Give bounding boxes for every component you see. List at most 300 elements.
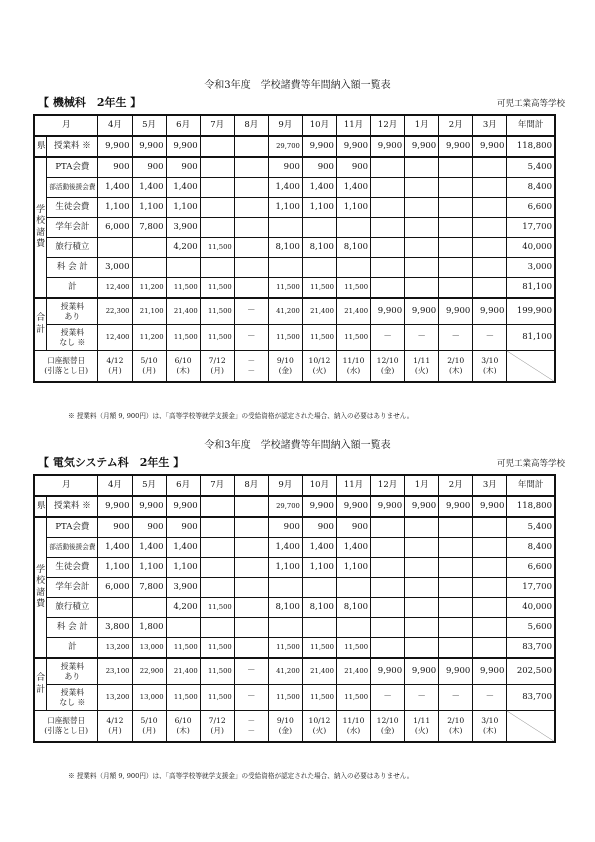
club-cell: 1,400 bbox=[302, 178, 336, 198]
student-cell: 1,100 bbox=[336, 558, 370, 578]
tuition-cell: 29,700 bbox=[268, 136, 302, 157]
club-cell: 1,400 bbox=[302, 538, 336, 558]
tuition-cell: 9,900 bbox=[98, 496, 132, 517]
subtotal-cell bbox=[371, 638, 405, 659]
department-heading: 【 機械科 2年生 】 bbox=[38, 96, 142, 109]
with-tuition-cell: 199,900 bbox=[507, 298, 555, 325]
pta-cell: 5,400 bbox=[507, 517, 555, 538]
debit-date-cell bbox=[234, 351, 268, 383]
student-cell: 6,600 bbox=[507, 558, 555, 578]
trip-cell bbox=[132, 598, 166, 618]
student-cell: 1,100 bbox=[166, 198, 200, 218]
without-tuition-cell: 11,200 bbox=[132, 325, 166, 351]
tuition-cell bbox=[234, 136, 268, 157]
club-cell bbox=[200, 538, 234, 558]
with-tuition-cell: 23,100 bbox=[98, 658, 132, 685]
grade-cell: 3,900 bbox=[166, 578, 200, 598]
debit-date-cell bbox=[336, 711, 370, 743]
footnote: ※ 授業料（月額 9, 900円）は、「高等学校等就学支援金」の受給資格が認定された場合、納入の必要はありません。 bbox=[68, 772, 414, 780]
grade-cell bbox=[302, 578, 336, 598]
pta-cell: 900 bbox=[166, 157, 200, 178]
subtotal-cell: 11,500 bbox=[166, 638, 200, 659]
trip-cell: 40,000 bbox=[507, 598, 555, 618]
total-group-label bbox=[34, 298, 47, 351]
without-tuition-cell: 11,500 bbox=[336, 685, 370, 711]
vertical-label-text: 学 校 諸 費 bbox=[36, 205, 46, 249]
total-with-tuition-row bbox=[34, 298, 555, 325]
subtotal-label: 計 bbox=[47, 638, 98, 659]
with-tuition-cell: 9,900 bbox=[473, 658, 507, 685]
tuition-cell: 9,900 bbox=[302, 496, 336, 517]
course-cell bbox=[234, 618, 268, 638]
tuition-cell: 9,900 bbox=[302, 136, 336, 157]
grade-cell: 7,800 bbox=[132, 578, 166, 598]
debit-date-label: 口座振替日 (引落とし日) bbox=[34, 351, 98, 383]
student-cell: 1,100 bbox=[302, 558, 336, 578]
subtotal-cell bbox=[473, 638, 507, 659]
debit-date-cell bbox=[302, 351, 336, 383]
subtotal-cell: 11,500 bbox=[336, 278, 370, 299]
with-tuition-cell: － bbox=[234, 658, 268, 685]
month-header-cell: 10月 bbox=[302, 115, 336, 136]
debit-date: 7/12 bbox=[208, 355, 226, 365]
tuition-row bbox=[34, 496, 555, 517]
club-cell: 1,400 bbox=[336, 178, 370, 198]
debit-date: 12/10 bbox=[376, 715, 399, 725]
debit-weekday: (月) bbox=[142, 726, 156, 735]
tuition-cell: 9,900 bbox=[336, 136, 370, 157]
subtotal-cell: 11,500 bbox=[166, 278, 200, 299]
student-cell bbox=[200, 558, 234, 578]
debit-weekday: (木) bbox=[448, 366, 463, 375]
club-cell: 1,400 bbox=[132, 538, 166, 558]
total-group-label bbox=[34, 658, 47, 711]
fee-table bbox=[33, 474, 556, 743]
pta-cell bbox=[473, 517, 507, 538]
with-tuition-cell: 21,400 bbox=[166, 658, 200, 685]
month-header-cell: 6月 bbox=[166, 475, 200, 496]
grade-cell bbox=[200, 218, 234, 238]
without-tuition-cell: 11,500 bbox=[166, 685, 200, 711]
month-header-cell: 5月 bbox=[132, 115, 166, 136]
pta-cell: 900 bbox=[98, 157, 132, 178]
tuition-cell: 9,900 bbox=[473, 496, 507, 517]
with-tuition-cell: － bbox=[234, 298, 268, 325]
with-tuition-cell: 11,500 bbox=[200, 298, 234, 325]
debit-date: 6/10 bbox=[174, 355, 192, 365]
with-tuition-cell: 21,400 bbox=[336, 298, 370, 325]
diagonal-blank-cell bbox=[507, 711, 555, 743]
without-tuition-cell: 11,500 bbox=[200, 685, 234, 711]
pta-row bbox=[34, 157, 555, 178]
month-header-cell: 6月 bbox=[166, 115, 200, 136]
with-tuition-cell: 202,500 bbox=[507, 658, 555, 685]
club-label: 部活動後援会費 bbox=[47, 538, 98, 558]
student-cell bbox=[439, 558, 473, 578]
debit-date: 2/10 bbox=[447, 715, 465, 725]
month-header: 月 bbox=[34, 475, 98, 496]
debit-date-label: 口座振替日 (引落とし日) bbox=[34, 711, 98, 743]
course-cell: 1,800 bbox=[132, 618, 166, 638]
month-header-cell: 8月 bbox=[234, 475, 268, 496]
student-council-row bbox=[34, 558, 555, 578]
pta-cell bbox=[371, 517, 405, 538]
debit-weekday: － bbox=[247, 366, 256, 375]
course-cell bbox=[371, 258, 405, 278]
trip-cell bbox=[473, 598, 507, 618]
with-tuition-cell: 9,900 bbox=[473, 298, 507, 325]
course-account-row bbox=[34, 258, 555, 278]
debit-date-cell bbox=[405, 711, 439, 743]
without-tuition-label: 授業料 なし ※ bbox=[47, 325, 98, 351]
subtotal-cell: 11,500 bbox=[200, 638, 234, 659]
without-tuition-cell: － bbox=[439, 685, 473, 711]
pta-cell: 900 bbox=[166, 517, 200, 538]
club-cell: 1,400 bbox=[336, 538, 370, 558]
debit-weekday: (金) bbox=[278, 366, 293, 375]
debit-date: 9/10 bbox=[276, 355, 294, 365]
debit-date-row bbox=[34, 351, 555, 383]
tuition-cell: 9,900 bbox=[405, 136, 439, 157]
vertical-label-text: 学 校 諸 費 bbox=[36, 565, 46, 609]
trip-cell bbox=[439, 598, 473, 618]
pta-cell bbox=[473, 157, 507, 178]
without-tuition-cell: － bbox=[405, 685, 439, 711]
month-header-cell: 5月 bbox=[132, 475, 166, 496]
subtotal-cell: 13,200 bbox=[98, 638, 132, 659]
tuition-cell: 9,900 bbox=[132, 496, 166, 517]
debit-weekday: (月) bbox=[142, 366, 156, 375]
course-cell bbox=[302, 258, 336, 278]
debit-date: 4/12 bbox=[106, 715, 124, 725]
club-cell: 8,400 bbox=[507, 178, 555, 198]
tuition-cell: 9,900 bbox=[405, 496, 439, 517]
grade-cell bbox=[234, 218, 268, 238]
subtotal-cell bbox=[473, 278, 507, 299]
club-cell bbox=[234, 538, 268, 558]
grade-cell bbox=[200, 578, 234, 598]
with-tuition-cell: 21,100 bbox=[132, 298, 166, 325]
debit-date-cell bbox=[166, 711, 200, 743]
grade-cell: 17,700 bbox=[507, 578, 555, 598]
with-tuition-cell: 21,400 bbox=[302, 658, 336, 685]
grade-cell bbox=[405, 578, 439, 598]
club-cell: 1,400 bbox=[132, 178, 166, 198]
header-row bbox=[34, 115, 555, 136]
course-cell: 5,600 bbox=[507, 618, 555, 638]
trip-cell bbox=[132, 238, 166, 258]
without-tuition-cell: 11,500 bbox=[166, 325, 200, 351]
pta-cell: 900 bbox=[336, 517, 370, 538]
tuition-cell: 9,900 bbox=[473, 136, 507, 157]
trip-cell: 8,100 bbox=[268, 598, 302, 618]
student-cell: 1,100 bbox=[166, 558, 200, 578]
trip-cell: 11,500 bbox=[200, 598, 234, 618]
trip-cell bbox=[371, 238, 405, 258]
trip-cell: 8,100 bbox=[268, 238, 302, 258]
course-label: 科 会 計 bbox=[47, 618, 98, 638]
tuition-cell bbox=[200, 496, 234, 517]
with-tuition-cell: 9,900 bbox=[439, 298, 473, 325]
without-tuition-cell: 81,100 bbox=[507, 325, 555, 351]
grade-cell bbox=[439, 578, 473, 598]
pta-cell bbox=[439, 157, 473, 178]
debit-date-cell bbox=[132, 711, 166, 743]
course-cell: 3,000 bbox=[98, 258, 132, 278]
student-cell bbox=[473, 558, 507, 578]
subtotal-cell: 11,200 bbox=[132, 278, 166, 299]
without-tuition-cell: 11,500 bbox=[268, 325, 302, 351]
trip-cell bbox=[98, 598, 132, 618]
without-tuition-cell: － bbox=[371, 685, 405, 711]
tuition-cell: 9,900 bbox=[371, 136, 405, 157]
course-cell bbox=[200, 618, 234, 638]
debit-weekday: (金) bbox=[278, 726, 293, 735]
tuition-cell: 118,800 bbox=[507, 136, 555, 157]
club-cell bbox=[405, 178, 439, 198]
course-cell bbox=[473, 258, 507, 278]
debit-date-cell bbox=[473, 351, 507, 383]
grade-cell: 6,000 bbox=[98, 218, 132, 238]
without-tuition-cell: － bbox=[405, 325, 439, 351]
debit-date-cell bbox=[439, 351, 473, 383]
trip-label: 旅行積立 bbox=[47, 238, 98, 258]
trip-cell: 4,200 bbox=[166, 598, 200, 618]
debit-date: 10/12 bbox=[308, 715, 331, 725]
course-cell bbox=[268, 618, 302, 638]
tuition-cell: 9,900 bbox=[371, 496, 405, 517]
club-cell: 1,400 bbox=[166, 178, 200, 198]
debit-date: 10/12 bbox=[308, 355, 331, 365]
club-cell bbox=[371, 178, 405, 198]
debit-weekday: (水) bbox=[346, 366, 361, 375]
grade-cell: 3,900 bbox=[166, 218, 200, 238]
debit-date-cell bbox=[268, 711, 302, 743]
month-header-cell: 11月 bbox=[336, 115, 370, 136]
student-cell: 1,100 bbox=[132, 198, 166, 218]
header-row bbox=[34, 475, 555, 496]
subtotal-cell bbox=[405, 278, 439, 299]
debit-date-cell bbox=[473, 711, 507, 743]
club-cell bbox=[473, 178, 507, 198]
student-cell: 1,100 bbox=[132, 558, 166, 578]
subtotal-cell bbox=[371, 278, 405, 299]
course-cell bbox=[234, 258, 268, 278]
grade-cell bbox=[473, 218, 507, 238]
total-without-tuition-row bbox=[34, 685, 555, 711]
pta-label: PTA会費 bbox=[47, 517, 98, 538]
course-cell bbox=[473, 618, 507, 638]
pta-cell: 5,400 bbox=[507, 157, 555, 178]
club-cell: 1,400 bbox=[268, 178, 302, 198]
course-cell: 3,800 bbox=[98, 618, 132, 638]
with-tuition-cell: 9,900 bbox=[371, 658, 405, 685]
debit-date-cell bbox=[371, 711, 405, 743]
without-tuition-cell: － bbox=[371, 325, 405, 351]
subtotal-cell: 81,100 bbox=[507, 278, 555, 299]
total-without-tuition-row bbox=[34, 325, 555, 351]
tuition-cell bbox=[200, 136, 234, 157]
debit-weekday: (火) bbox=[414, 726, 429, 735]
school-name: 可児工業高等学校 bbox=[496, 99, 565, 109]
tuition-cell: 29,700 bbox=[268, 496, 302, 517]
debit-date: 6/10 bbox=[174, 715, 192, 725]
tuition-row bbox=[34, 136, 555, 157]
debit-date-cell bbox=[302, 711, 336, 743]
pta-cell bbox=[439, 517, 473, 538]
debit-weekday: (木) bbox=[176, 726, 190, 735]
diagonal-blank-cell bbox=[507, 351, 555, 383]
without-tuition-cell: － bbox=[473, 325, 507, 351]
subtotal-cell: 83,700 bbox=[507, 638, 555, 659]
debit-date-cell bbox=[336, 351, 370, 383]
with-tuition-cell: 9,900 bbox=[371, 298, 405, 325]
tuition-cell: 9,900 bbox=[166, 496, 200, 517]
pta-cell: 900 bbox=[132, 157, 166, 178]
club-row bbox=[34, 538, 555, 558]
student-cell bbox=[234, 198, 268, 218]
grade-label: 学年会計 bbox=[47, 578, 98, 598]
month-header-cell: 1月 bbox=[405, 115, 439, 136]
trip-cell bbox=[405, 598, 439, 618]
debit-weekday: (木) bbox=[176, 366, 190, 375]
prefecture-label: 県 bbox=[34, 496, 47, 517]
month-header-cell: 2月 bbox=[439, 115, 473, 136]
trip-label: 旅行積立 bbox=[47, 598, 98, 618]
grade-account-row bbox=[34, 218, 555, 238]
student-cell: 1,100 bbox=[302, 198, 336, 218]
department-heading: 【 電気システム科 2年生 】 bbox=[38, 456, 185, 469]
tuition-label: 授業料 ※ bbox=[47, 136, 98, 157]
pta-row bbox=[34, 517, 555, 538]
debit-date: － bbox=[247, 715, 256, 725]
club-cell bbox=[439, 538, 473, 558]
month-header-cell: 3月 bbox=[473, 115, 507, 136]
debit-date: 7/12 bbox=[208, 715, 226, 725]
without-tuition-label: 授業料 なし ※ bbox=[47, 685, 98, 711]
tuition-cell: 9,900 bbox=[439, 136, 473, 157]
debit-weekday: (金) bbox=[380, 726, 395, 735]
debit-date: 12/10 bbox=[376, 355, 399, 365]
student-cell: 1,100 bbox=[268, 558, 302, 578]
debit-date-cell bbox=[268, 351, 302, 383]
vertical-label-text: 合 計 bbox=[36, 313, 46, 335]
with-tuition-cell: 22,300 bbox=[98, 298, 132, 325]
club-cell bbox=[439, 178, 473, 198]
month-header-cell: 11月 bbox=[336, 475, 370, 496]
month-header-cell: 1月 bbox=[405, 475, 439, 496]
trip-cell bbox=[234, 598, 268, 618]
debit-date: 3/10 bbox=[481, 355, 499, 365]
debit-date-cell bbox=[166, 351, 200, 383]
subtotal-label: 計 bbox=[47, 278, 98, 299]
subtotal-cell: 11,500 bbox=[268, 638, 302, 659]
student-cell: 1,100 bbox=[98, 198, 132, 218]
trip-cell bbox=[371, 598, 405, 618]
student-cell bbox=[371, 198, 405, 218]
grade-cell: 17,700 bbox=[507, 218, 555, 238]
student-cell bbox=[439, 198, 473, 218]
with-tuition-cell: 21,400 bbox=[302, 298, 336, 325]
subtotal-cell: 13,000 bbox=[132, 638, 166, 659]
student-cell bbox=[200, 198, 234, 218]
debit-weekday: (月) bbox=[108, 726, 122, 735]
subtotal-cell bbox=[234, 638, 268, 659]
course-account-row bbox=[34, 618, 555, 638]
without-tuition-cell: 12,400 bbox=[98, 325, 132, 351]
pta-cell: 900 bbox=[98, 517, 132, 538]
fee-table bbox=[33, 114, 556, 383]
grade-label: 学年会計 bbox=[47, 218, 98, 238]
debit-weekday: (木) bbox=[448, 726, 463, 735]
tuition-cell: 9,900 bbox=[336, 496, 370, 517]
subtotal-cell bbox=[439, 278, 473, 299]
with-tuition-label: 授業料 あり bbox=[47, 658, 98, 685]
with-tuition-cell: 41,200 bbox=[268, 658, 302, 685]
with-tuition-cell: 22,900 bbox=[132, 658, 166, 685]
pta-cell: 900 bbox=[302, 157, 336, 178]
course-cell bbox=[336, 258, 370, 278]
trip-cell: 4,200 bbox=[166, 238, 200, 258]
pta-cell bbox=[234, 157, 268, 178]
course-cell bbox=[268, 258, 302, 278]
student-label: 生徒会費 bbox=[47, 558, 98, 578]
club-cell bbox=[405, 538, 439, 558]
school-fees-group-label bbox=[34, 517, 47, 658]
course-cell bbox=[371, 618, 405, 638]
pta-cell: 900 bbox=[336, 157, 370, 178]
student-cell: 1,100 bbox=[268, 198, 302, 218]
debit-date-cell bbox=[200, 711, 234, 743]
club-cell: 1,400 bbox=[166, 538, 200, 558]
trip-cell: 8,100 bbox=[336, 598, 370, 618]
pta-cell: 900 bbox=[302, 517, 336, 538]
student-cell: 1,100 bbox=[98, 558, 132, 578]
trip-cell bbox=[439, 238, 473, 258]
with-tuition-cell: 9,900 bbox=[405, 658, 439, 685]
with-tuition-cell: 9,900 bbox=[405, 298, 439, 325]
student-cell bbox=[371, 558, 405, 578]
subtotal-cell: 11,500 bbox=[336, 638, 370, 659]
course-cell: 3,000 bbox=[507, 258, 555, 278]
tuition-label: 授業料 ※ bbox=[47, 496, 98, 517]
grade-cell bbox=[371, 218, 405, 238]
tuition-cell: 9,900 bbox=[166, 136, 200, 157]
debit-date: 5/10 bbox=[140, 715, 158, 725]
debit-date-cell bbox=[371, 351, 405, 383]
course-label: 科 会 計 bbox=[47, 258, 98, 278]
with-tuition-cell: 21,400 bbox=[336, 658, 370, 685]
debit-weekday: (火) bbox=[312, 366, 327, 375]
trip-cell: 8,100 bbox=[302, 238, 336, 258]
course-cell bbox=[132, 258, 166, 278]
student-cell bbox=[473, 198, 507, 218]
month-header: 月 bbox=[34, 115, 98, 136]
subtotal-cell: 11,500 bbox=[268, 278, 302, 299]
month-header-cell: 9月 bbox=[268, 475, 302, 496]
pta-cell: 900 bbox=[132, 517, 166, 538]
month-header-cell: 4月 bbox=[98, 115, 132, 136]
annual-header: 年間計 bbox=[507, 115, 555, 136]
without-tuition-cell: － bbox=[234, 325, 268, 351]
without-tuition-cell: － bbox=[234, 685, 268, 711]
trip-cell bbox=[98, 238, 132, 258]
student-council-row bbox=[34, 198, 555, 218]
club-row bbox=[34, 178, 555, 198]
pta-label: PTA会費 bbox=[47, 157, 98, 178]
debit-date-cell bbox=[200, 351, 234, 383]
course-cell bbox=[405, 618, 439, 638]
